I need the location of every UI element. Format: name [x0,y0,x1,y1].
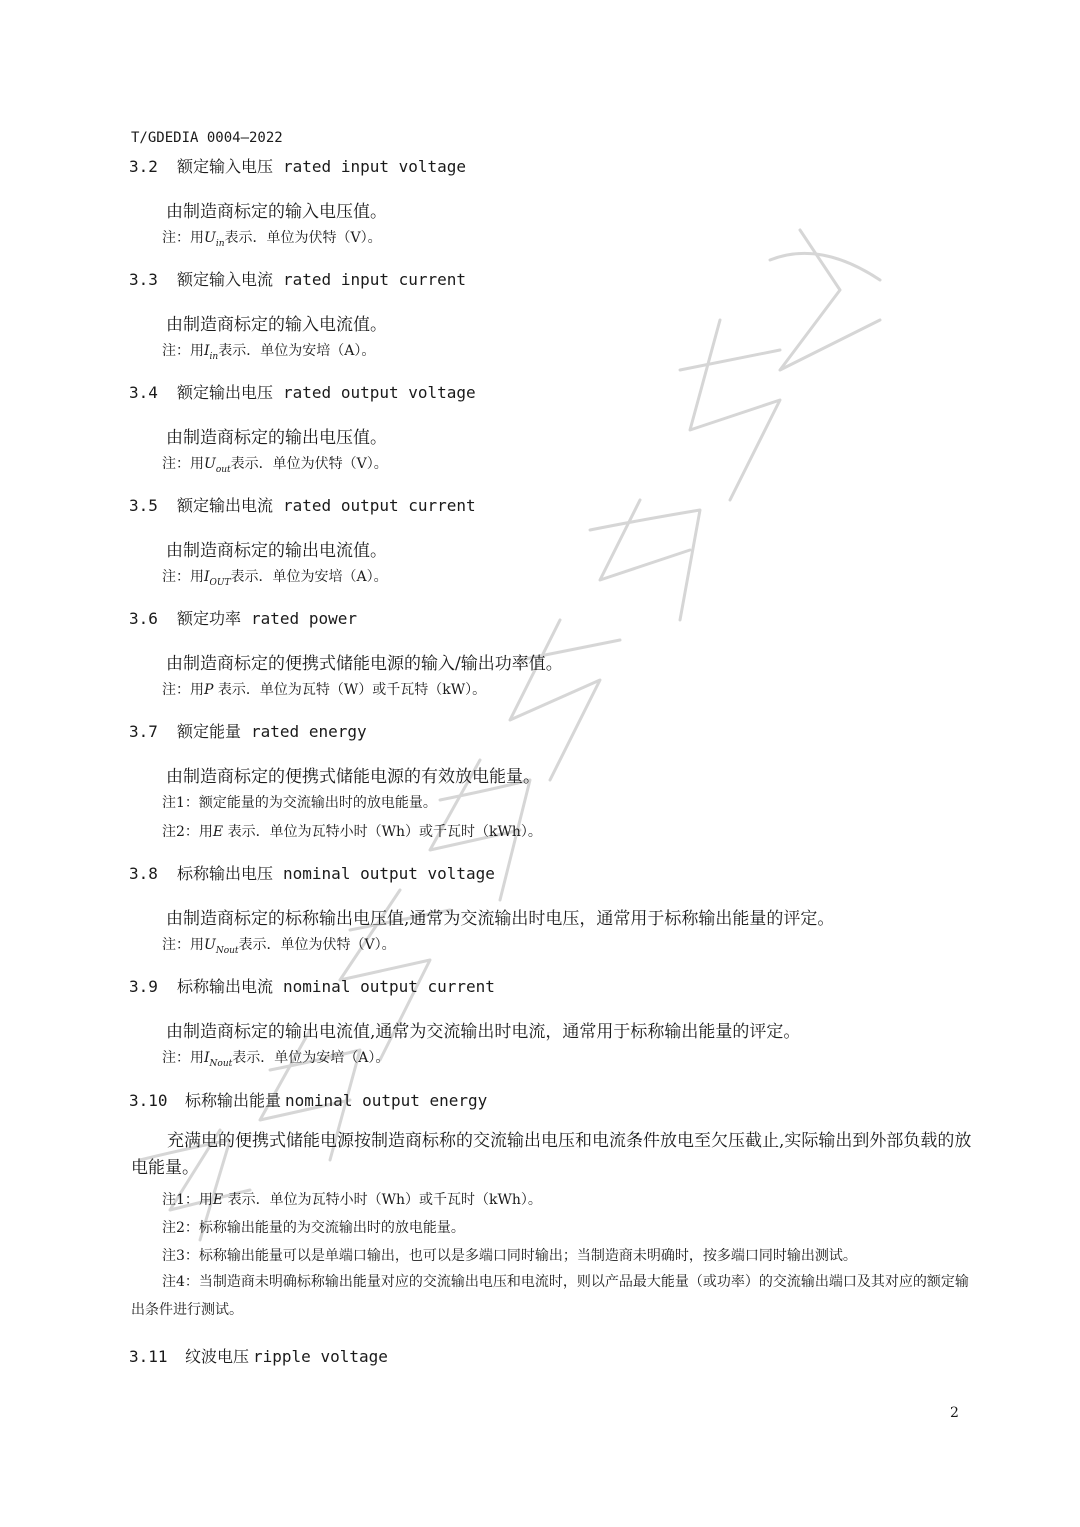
note-3-10-3: 注3：标称输出能量可以是单端口输出，也可以是多端口同时输出；当制造商未明确时，按多端口同时输出测试。 [162,1248,857,1264]
note-3-6 [162,679,486,701]
term-chinese: 标称输出电流 [177,977,274,996]
term-number: 3.7 [129,722,158,741]
term-chinese: 标称输出能量 [185,1091,282,1110]
note-prefix: 注：用 [162,456,204,472]
term-chinese: 额定输出电流 [177,496,274,515]
note-3-10-1 [162,1189,542,1209]
term-number: 3.4 [129,383,158,402]
term-english: rated power [251,609,357,628]
term-english: rated output voltage [283,383,476,402]
symbol: $I_{OUT}$ [204,569,231,588]
term-number: 3.2 [129,157,158,176]
note-prefix: 注：用 [162,682,204,698]
symbol: $I_{Nout}$ [204,1050,233,1069]
term-heading-3-11 [129,1344,388,1367]
term-english: rated energy [251,722,367,741]
definition-3-3: 由制造商标定的输入电流值。 [166,315,387,335]
note-3-7-1: 注1：额定能量的为交流输出时的放电能量。 [162,795,437,811]
note-3-4 [162,453,388,475]
term-number: 3.10 [129,1091,168,1110]
definition-3-10: 充满电的便携式储能电源按制造商标称的交流输出电压和电流条件放电至欠压截止,实际输出到外部负载的放电能量。 [131,1131,972,1178]
definition-3-6: 由制造商标定的便携式储能电源的输入/输出功率值。 [166,654,563,674]
term-english: nominal output voltage [283,864,495,883]
term-heading-3-8 [129,861,495,884]
term-number: 3.3 [129,270,158,289]
term-heading-3-2 [129,154,466,177]
term-chinese: 额定能量 [177,722,242,741]
note-prefix: 注：用 [162,343,204,359]
note-prefix: 注：用 [162,569,204,585]
note-3-7-2 [162,821,542,841]
note-3-10-4: 注4：当制造商未明确标称输出能量对应的交流输出电压和电流时，则以产品最大能量（或功率）的交流输出端口及其对应的额定输出条件进行测试。 [131,1274,969,1318]
standard-number: T/GDEDIA 0004—2022 [131,130,283,146]
symbol: $U_{in}$ [204,230,225,249]
term-number: 3.8 [129,864,158,883]
note-3-8 [162,934,396,956]
term-heading-3-6 [129,606,357,629]
note-3-10-2: 注2：标称输出能量的为交流输出时的放电能量。 [162,1220,465,1236]
term-english: rated input voltage [283,157,467,176]
note-prefix: 注1：用 [162,1192,213,1208]
term-chinese: 额定功率 [177,609,242,628]
note-3-3 [162,340,375,362]
symbol: $U_{out}$ [204,456,231,475]
note-suffix: 表示．单位为安培（A）。 [218,343,376,359]
symbol: P [204,682,214,698]
term-english: rated input current [283,270,467,289]
note-suffix: 表示．单位为伏特（V）。 [230,456,388,472]
term-heading-3-7 [129,719,367,742]
term-chinese: 额定输入电压 [177,157,274,176]
note-prefix: 注：用 [162,937,204,953]
note-3-9 [162,1047,389,1069]
term-heading-3-3 [129,267,466,290]
note-3-5 [162,566,388,588]
definition-3-2: 由制造商标定的输入电压值。 [166,202,387,222]
note-suffix: 表示．单位为安培（A）。 [232,1050,390,1066]
definition-3-8: 由制造商标定的标称输出电压值,通常为交流输出时电压，通常用于标称输出能量的评定。 [166,909,835,929]
term-chinese: 额定输出电压 [177,383,274,402]
note-suffix: 表示．单位为伏特（V）。 [224,230,382,246]
term-heading-3-5 [129,493,476,516]
term-number: 3.9 [129,977,158,996]
term-number: 3.5 [129,496,158,515]
term-english: ripple voltage [253,1347,388,1366]
term-number: 3.6 [129,609,158,628]
term-number: 3.11 [129,1347,168,1366]
term-english: nominal output current [283,977,495,996]
definition-3-7: 由制造商标定的便携式储能电源的有效放电能量。 [166,767,540,787]
symbol: $I_{in}$ [204,343,219,362]
definition-3-9: 由制造商标定的输出电流值,通常为交流输出时电流，通常用于标称输出能量的评定。 [166,1022,801,1042]
note-suffix: 表示．单位为瓦特小时（Wh）或千瓦时（kWh）。 [223,824,542,840]
note-suffix: 表示．单位为瓦特小时（Wh）或千瓦时（kWh）。 [223,1192,542,1208]
note-prefix: 注：用 [162,1050,204,1066]
term-chinese: 额定输入电流 [177,270,274,289]
note-3-2 [162,227,382,249]
term-english: rated output current [283,496,476,515]
note-suffix: 表示．单位为伏特（V）。 [238,937,396,953]
symbol: E [212,824,224,840]
note-suffix: 表示．单位为瓦特（W）或千瓦特（kW）。 [213,682,487,698]
note-prefix: 注：用 [162,230,204,246]
note-suffix: 表示．单位为安培（A）。 [230,569,388,585]
term-heading-3-4 [129,380,476,403]
term-heading-3-9 [129,974,495,997]
term-heading-3-10 [129,1088,487,1111]
definition-3-4: 由制造商标定的输出电压值。 [166,428,387,448]
term-chinese: 标称输出电压 [177,864,274,883]
symbol: E [212,1192,224,1208]
term-english: nominal output energy [285,1091,488,1110]
page-number: 2 [950,1405,959,1421]
note-prefix: 注2：用 [162,824,213,840]
term-chinese: 纹波电压 [185,1347,250,1366]
symbol: $U_{Nout}$ [204,937,239,956]
definition-3-5: 由制造商标定的输出电流值。 [166,541,387,561]
